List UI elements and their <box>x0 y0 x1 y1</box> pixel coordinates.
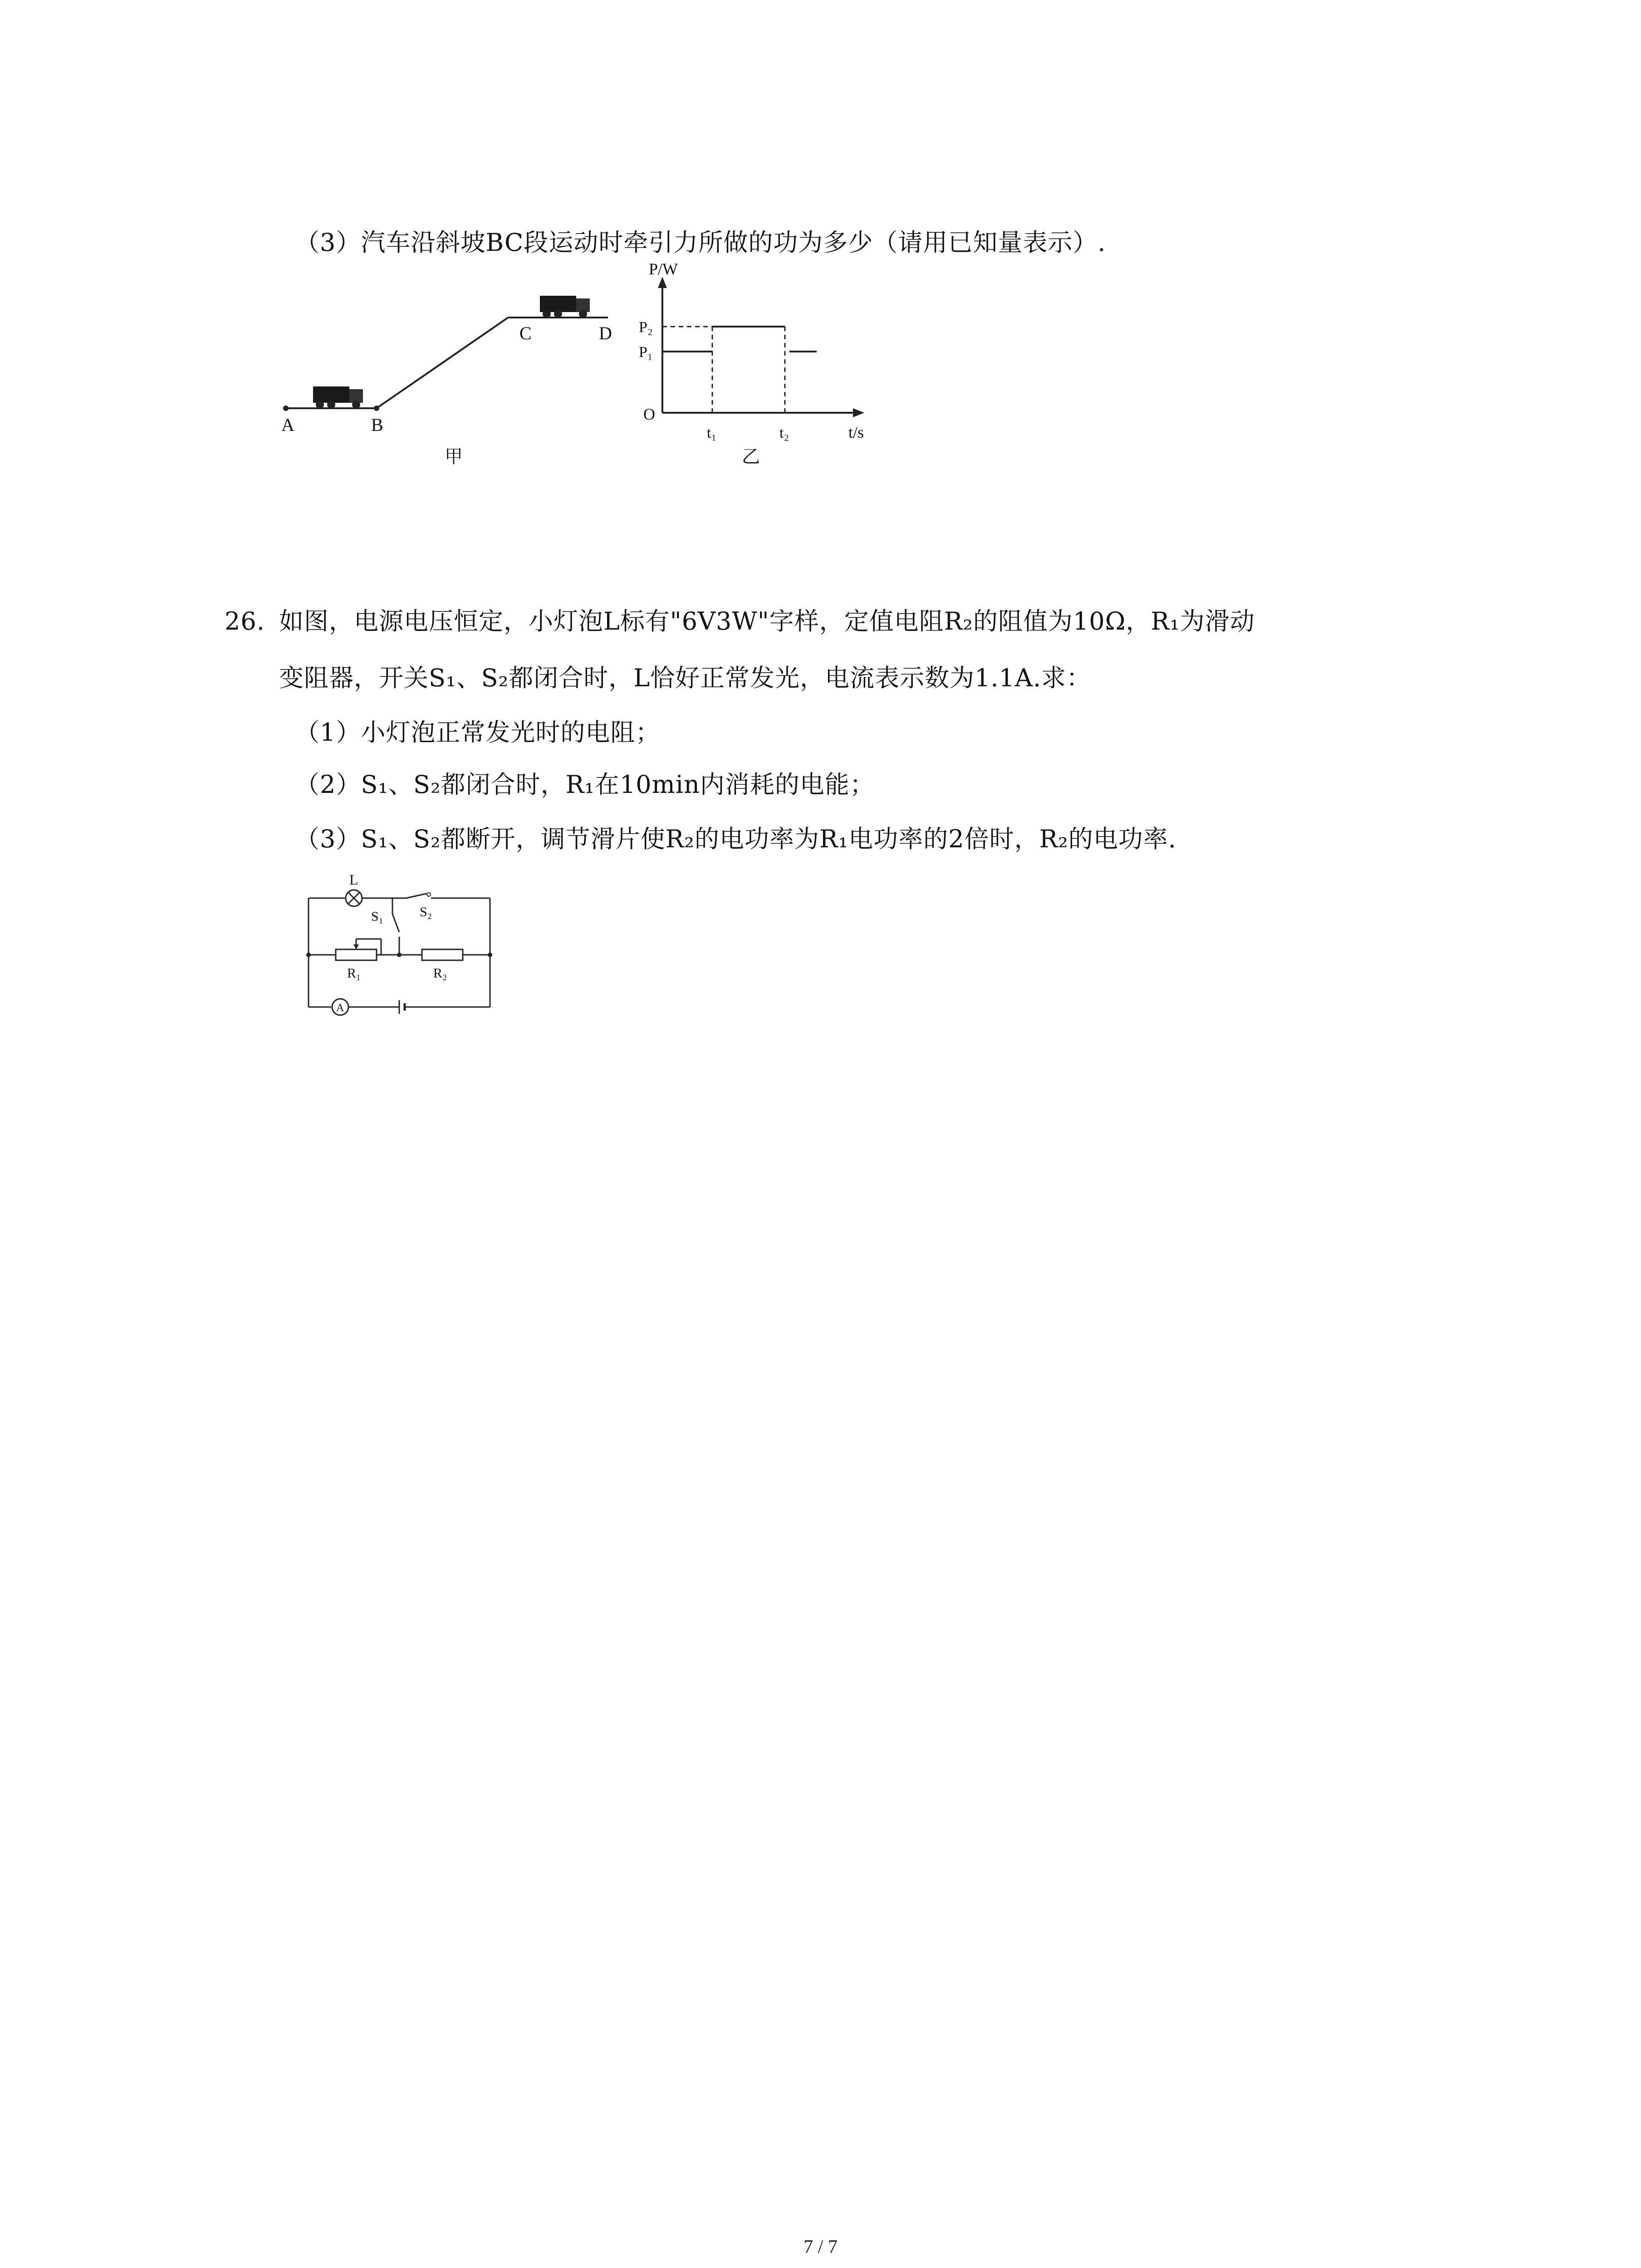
p2-label: P₂ <box>639 319 653 336</box>
s2-label: S₂ <box>420 904 432 919</box>
switch-s2-icon <box>406 894 426 898</box>
y-axis-arrow <box>658 277 667 288</box>
x-axis-label: t/s <box>848 423 864 441</box>
truck-top-icon <box>540 296 590 318</box>
caption-yi: 乙 <box>742 446 760 467</box>
slope-bc <box>377 318 508 408</box>
q26-intro-line1: 如图，电源电压恒定，小灯泡L标有"6V3W"字样，定值电阻R₂的阻值为10Ω，R₁为滑动 <box>279 607 1255 635</box>
s1-label: S₁ <box>371 909 384 924</box>
label-d: D <box>599 323 612 343</box>
q26-part3: （3）S₁、S₂都断开，调节滑片使R₂的电功率为R₁电功率的2倍时，R₂的电功率. <box>295 825 1177 853</box>
rheostat-r1-icon <box>336 949 377 960</box>
lamp-label: L <box>349 871 358 888</box>
q26-intro-line2: 变阻器，开关S₁、S₂都闭合时，L恰好正常发光，电流表示数为1.1A.求： <box>279 664 1092 692</box>
q26-number: 26. <box>225 607 265 635</box>
figure-yi <box>631 263 885 481</box>
t2-label: t₂ <box>779 425 789 441</box>
page-number: 7 / 7 <box>803 2237 838 2258</box>
q26-part2: （2）S₁、S₂都闭合时，R₁在10min内消耗的电能； <box>295 770 875 799</box>
p1-label: P₁ <box>639 344 653 361</box>
resistor-r2-icon <box>422 949 463 960</box>
r2-label: R₂ <box>433 966 447 981</box>
q25-part3: （3）汽车沿斜坡BC段运动时牵引力所做的功为多少（请用已知量表示）. <box>295 228 1106 257</box>
switch-s1-icon <box>392 914 399 932</box>
figure-jia <box>272 272 635 481</box>
truck-bottom-icon <box>313 386 363 409</box>
circuit-diagram <box>290 871 508 1025</box>
origin-label: O <box>643 405 655 423</box>
caption-jia: 甲 <box>445 446 463 467</box>
r1-label: R₁ <box>347 966 361 981</box>
label-b: B <box>371 415 383 435</box>
ammeter-label: A <box>336 1002 344 1014</box>
label-a: A <box>281 415 294 435</box>
label-c: C <box>519 323 532 343</box>
t1-label: t₁ <box>707 425 717 441</box>
x-axis-arrow <box>853 408 864 417</box>
y-axis-label: P/W <box>649 263 678 278</box>
q26-part1: （1）小灯泡正常发光时的电阻； <box>295 718 661 747</box>
